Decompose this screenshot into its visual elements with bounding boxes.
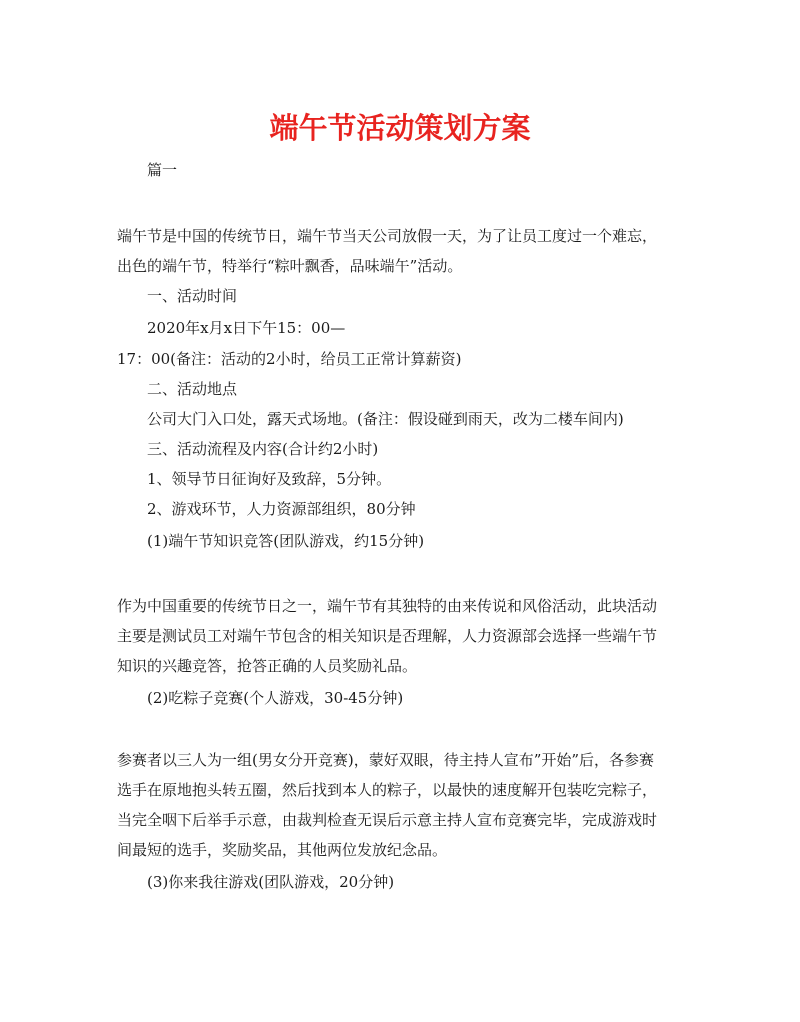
game-1-desc-line-3: 知识的兴趣竞答，抢答正确的人员奖励礼品。 xyxy=(117,657,418,675)
game-2-desc-line-3: 当完全咽下后举手示意，由裁判检查无误后示意主持人宣布竞赛完毕，完成游戏时 xyxy=(117,811,658,829)
game-2-desc-line-2: 选手在原地抱头转五圈，然后找到本人的粽子，以最快的速度解开包装吃完粽子， xyxy=(117,781,658,799)
game-1-title: (1)端午节知识竞答(团队游戏，约15分钟) xyxy=(147,532,425,550)
section-label: 篇一 xyxy=(147,161,178,179)
intro-line-2: 出色的端午节，特举行“粽叶飘香，品味端午”活动。 xyxy=(117,257,463,275)
heading-activity-time: 一、活动时间 xyxy=(147,287,238,305)
game-2-title: (2)吃粽子竞赛(个人游戏，30-45分钟) xyxy=(147,689,404,707)
game-1-desc-line-1: 作为中国重要的传统节日之一，端午节有其独特的由来传说和风俗活动，此块活动 xyxy=(117,597,658,615)
game-1-desc-line-2: 主要是测试员工对端午节包含的相关知识是否理解，人力资源部会选择一些端午节 xyxy=(117,627,658,645)
game-2-desc-line-1: 参赛者以三人为一组(男女分开竞赛)，蒙好双眼，待主持人宣布”开始”后，各参赛 xyxy=(117,751,655,769)
heading-activity-place: 二、活动地点 xyxy=(147,380,238,398)
time-line-1: 2020年x月x日下午15：00— xyxy=(147,319,346,337)
document-title: 端午节活动策划方案 xyxy=(269,111,531,145)
flow-item-1: 1、领导节日征询好及致辞，5分钟。 xyxy=(147,470,392,488)
time-line-2: 17：00(备注：活动的2小时，给员工正常计算薪资) xyxy=(117,350,462,368)
flow-item-2: 2、游戏环节，人力资源部组织，80分钟 xyxy=(147,500,416,518)
intro-line-1: 端午节是中国的传统节日，端午节当天公司放假一天，为了让员工度过一个难忘， xyxy=(117,227,658,245)
game-2-desc-line-4: 间最短的选手，奖励奖品，其他两位发放纪念品。 xyxy=(117,841,448,859)
place-text: 公司大门入口处，露天式场地。(备注：假设碰到雨天，改为二楼车间内) xyxy=(147,410,624,428)
game-3-title: (3)你来我往游戏(团队游戏，20分钟) xyxy=(147,873,395,891)
heading-activity-flow: 三、活动流程及内容(合计约2小时) xyxy=(147,440,379,458)
